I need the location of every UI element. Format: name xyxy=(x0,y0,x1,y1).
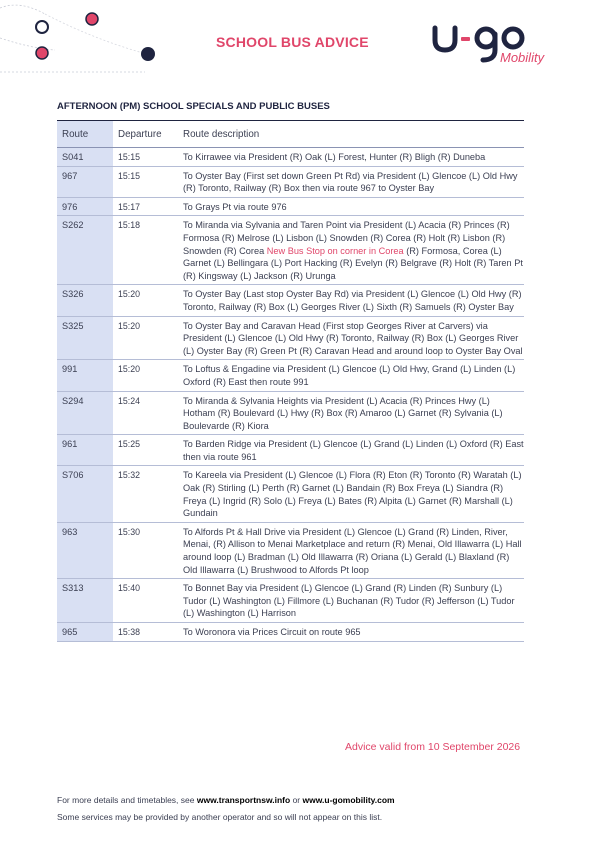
document-title: SCHOOL BUS ADVICE xyxy=(216,34,369,50)
route-description-text: To Miranda & Sylvania Heights via President (L) Acacia (R) Princes Hwy (L) Hotham (R) Boulevard (L) Hwy (R) Box (R) Amaroo (L) Garnet (R) Sylvania (L) Boulevarde (R) Kiora xyxy=(183,395,503,431)
route-description-text: To Oyster Bay (First set down Green Pt Rd) via President (L) Glencoe (L) Old Hwy (R) Toronto, Railway (R) Box then via route 967 to Oyster Bay xyxy=(183,170,518,194)
section-heading: AFTERNOON (PM) SCHOOL SPECIALS AND PUBLIC BUSES xyxy=(57,101,330,112)
departure-time: 15:15 xyxy=(113,166,178,197)
route-number: S041 xyxy=(57,148,113,167)
footer-prefix: For more details and timetables, see xyxy=(57,795,195,805)
route-number: 991 xyxy=(57,360,113,391)
footer-more-details xyxy=(57,795,395,805)
route-description xyxy=(178,316,524,360)
column-header-departure: Departure xyxy=(113,121,178,148)
table-row xyxy=(57,466,524,522)
table-row xyxy=(57,148,524,167)
route-description-text: To Oyster Bay (Last stop Oyster Bay Rd) via President (L) Glencoe (L) Old Hwy (R) Toronto, Railway (R) Box (L) Georges River (L) Sixth (R) Samuels (R) Oyster Bay xyxy=(183,289,522,312)
table-row xyxy=(57,285,524,316)
route-number: 976 xyxy=(57,197,113,216)
route-description xyxy=(178,579,524,623)
route-number: S313 xyxy=(57,579,113,623)
decorative-dots xyxy=(0,0,170,80)
route-description-text-continued: (R) Formosa, Corea (L) Garnet (L) Bellingara (L) Port Hacking (R) Evelyn (R) Belgrave (R) Holt (R) Taren Pt (R) Kingsway (L) Jackson (R) Urunga xyxy=(183,245,523,281)
departure-time: 15:40 xyxy=(113,579,178,623)
table-row xyxy=(57,391,524,435)
ugomobility-link[interactable]: www.u-gomobility.com xyxy=(302,795,395,805)
departure-time: 15:15 xyxy=(113,148,178,167)
route-number: 963 xyxy=(57,522,113,578)
departure-time: 15:20 xyxy=(113,360,178,391)
table-row xyxy=(57,360,524,391)
route-description-text: To Alfords Pt & Hall Drive via President (L) Glencoe (L) Grand (R) Linden, River, Menai, (R) Allison to Menai Marketplace and return (R) Menai, Old Illawarra (L) Hall around loop (L) Bradman (L) Old Illawarra (R) Oriana (L) Gerald (L) Blaxland (R) Old Illawarra (L) Brushwood to Alfords Pt loop xyxy=(183,526,522,575)
route-description-text: To Bonnet Bay via President (L) Glencoe (L) Grand (R) Linden (R) Sunbury (L) Tudor (L) Washington (L) Fillmore (L) Buchanan (R) Tudor (R) Jefferson (L) Tudor (L) Washington (L) Harrison xyxy=(183,583,515,619)
route-description-text: To Kareela via President (L) Glencoe (L) Flora (R) Eton (R) Toronto (R) Waratah (L) Oak (R) Stirling (L) Perth (R) Garnet (L) Bandain (R) Box Freya (L) Siandra (R) Freya (L) Ingrid (R) Solo (L) Freya (L) Bates (R) Alpita (L) Garnet (R) Marshall (L) Gundain xyxy=(183,470,522,519)
route-description-text: To Kirrawee via President (R) Oak (L) Forest, Hunter (R) Bligh (R) Duneba xyxy=(183,152,486,162)
transportnsw-link[interactable]: www.transportnsw.info xyxy=(196,795,291,805)
route-number: 961 xyxy=(57,435,113,466)
table-row xyxy=(57,197,524,216)
route-description xyxy=(178,285,524,316)
route-description xyxy=(178,522,524,578)
table-row xyxy=(57,316,524,360)
route-description xyxy=(178,360,524,391)
logo-subtext: Mobility xyxy=(500,50,545,65)
route-description-text: To Miranda via Sylvania and Taren Point via President (L) Acacia (R) Princes (R) Formosa (R) Melrose (L) Lisbon (L) Snowden (R) Corea (R) Holt (R) Lisbon (R) Snowden (R) Corea xyxy=(183,220,510,256)
route-description xyxy=(178,623,524,642)
departure-time: 15:25 xyxy=(113,435,178,466)
departure-time: 15:17 xyxy=(113,197,178,216)
column-header-route: Route xyxy=(57,121,113,148)
departure-time: 15:18 xyxy=(113,216,178,285)
table-header-row xyxy=(57,121,524,148)
route-description-text: To Loftus & Engadine via President (L) Glencoe (L) Old Hwy, Grand (L) Linden (L) Oxford (R) East then route 991 xyxy=(183,364,516,387)
route-description xyxy=(178,466,524,522)
departure-time: 15:32 xyxy=(113,466,178,522)
departure-time: 15:24 xyxy=(113,391,178,435)
table-row xyxy=(57,623,524,642)
route-description xyxy=(178,148,524,167)
departure-time: 15:30 xyxy=(113,522,178,578)
route-number: 967 xyxy=(57,166,113,197)
route-number: S325 xyxy=(57,316,113,360)
footer-disclaimer: Some services may be provided by another operator and so will not appear on this list. xyxy=(57,812,383,822)
table-row xyxy=(57,166,524,197)
route-description-text: To Oyster Bay and Caravan Head (First stop Georges River at Carvers) via President (L) Glencoe (L) Old Hwy (R) Toronto, Railway (R) Box (L) Georges River (L) Oyster Bay (R) Green Pt (R) Caravan Head and around loop to Oyster Bay Oval xyxy=(183,320,523,356)
route-description xyxy=(178,166,524,197)
route-number: S262 xyxy=(57,216,113,285)
route-description-text: To Barden Ridge via President (L) Glencoe (L) Grand (L) Linden (L) Oxford (R) East then via route 961 xyxy=(183,439,524,462)
route-number: S294 xyxy=(57,391,113,435)
table-row xyxy=(57,522,524,578)
route-description xyxy=(178,391,524,435)
table-row xyxy=(57,216,524,285)
route-description-text: To Woronora via Prices Circuit on route 965 xyxy=(183,627,361,637)
departure-time: 15:38 xyxy=(113,623,178,642)
route-number: 965 xyxy=(57,623,113,642)
validity-notice: Advice valid from 10 September 2026 xyxy=(345,741,521,753)
column-header-description: Route description xyxy=(178,121,524,148)
table-row xyxy=(57,435,524,466)
new-bus-stop-note: New Bus Stop on corner in Corea xyxy=(266,245,404,256)
route-description xyxy=(178,435,524,466)
route-description xyxy=(178,216,524,285)
route-number: S706 xyxy=(57,466,113,522)
table-row xyxy=(57,579,524,623)
footer-or: or xyxy=(292,795,301,805)
routes-table xyxy=(57,120,524,642)
route-description xyxy=(178,197,524,216)
route-description-text: To Grays Pt via route 976 xyxy=(183,201,287,212)
departure-time: 15:20 xyxy=(113,285,178,316)
departure-time: 15:20 xyxy=(113,316,178,360)
route-number: S326 xyxy=(57,285,113,316)
